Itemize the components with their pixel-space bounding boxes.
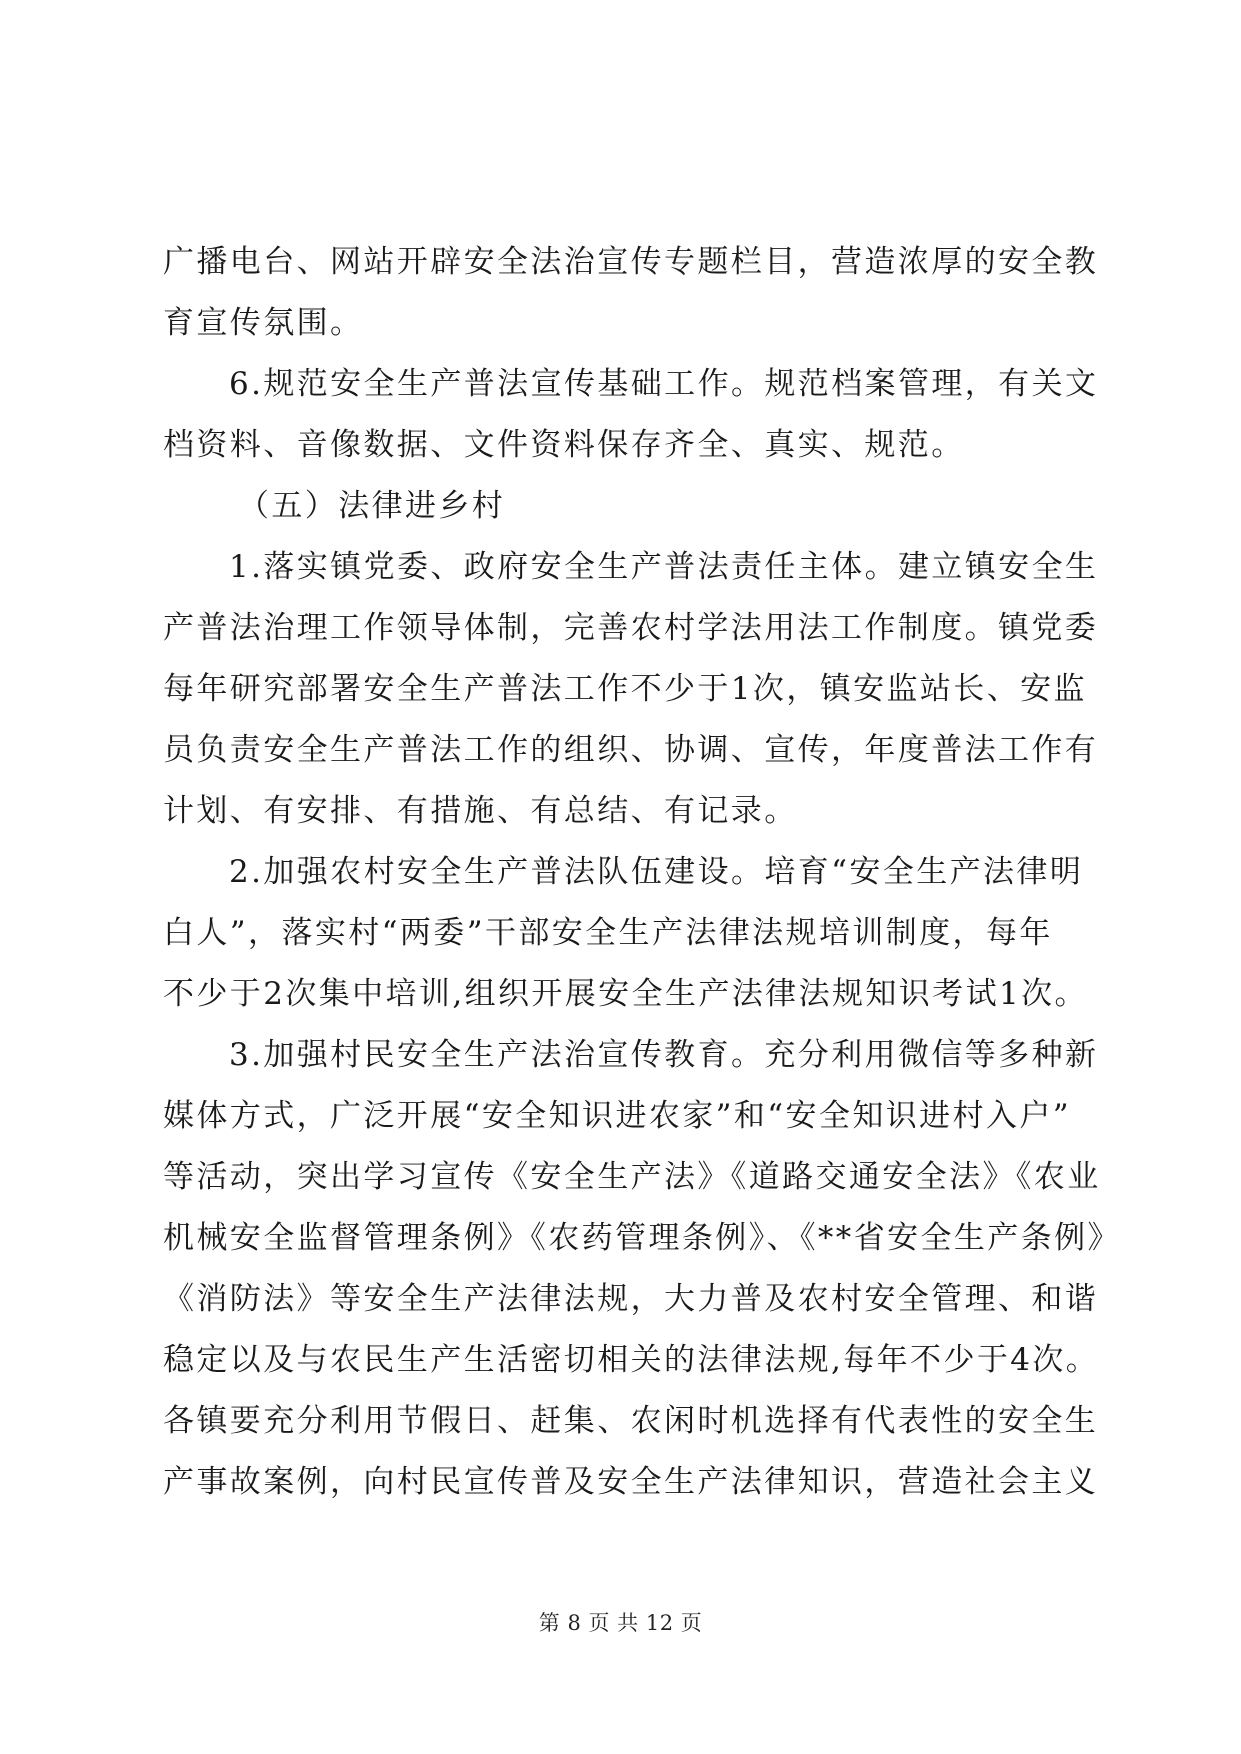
text-line: 广播电台、网站开辟安全法治宣传专题栏目，营造浓厚的安全教 xyxy=(163,244,1099,280)
text-line: 育宣传氛围。 xyxy=(163,305,364,341)
text-line: 产事故案例，向村民宣传普及安全生产法律知识，营造社会主义 xyxy=(163,1464,1099,1500)
text-line: 3.加强村民安全生产法治宣传教育。充分利用微信等多种新 xyxy=(229,1037,1099,1073)
text-line: 员负责安全生产普法工作的组织、协调、宣传，年度普法工作有 xyxy=(163,732,1099,768)
paragraph-item-6 xyxy=(163,354,1099,476)
section-heading xyxy=(163,476,1088,537)
text-line: 产普法治理工作领导体制，完善农村学法用法工作制度。镇党委 xyxy=(163,610,1099,646)
page-number-label: 第 8 页 共 12 页 xyxy=(538,1611,703,1635)
text-line: 稳定以及与农民生产生活密切相关的法律法规,每年不少于4次。 xyxy=(163,1342,1100,1378)
text-line: 6.规范安全生产普法宣传基础工作。规范档案管理，有关文 xyxy=(229,366,1099,402)
paragraph-item-3 xyxy=(163,1025,1121,1513)
text-line: 不少于2次集中培训,组织开展安全生产法律法规知识考试1次。 xyxy=(163,976,1088,1012)
text-line: 各镇要充分利用节假日、赶集、农闲时机选择有代表性的安全生 xyxy=(163,1403,1099,1439)
text-line: 计划、有安排、有措施、有总结、有记录。 xyxy=(163,793,798,829)
paragraph-item-1 xyxy=(163,537,1099,842)
text-line: 《消防法》等安全生产法律法规，大力普及农村安全管理、和谐 xyxy=(163,1281,1099,1317)
text-line: 白人”，落实村“两委”干部安全生产法律法规培训制度，每年 xyxy=(163,915,1053,951)
text-line: 每年研究部署安全生产普法工作不少于1次，镇安监站长、安监 xyxy=(163,671,1087,707)
text-line: 2.加强农村安全生产普法队伍建设。培育“安全生产法律明 xyxy=(229,854,1084,890)
heading-text: （五）法律进乡村 xyxy=(238,488,506,524)
text-line: 机械安全监督管理条例》《农药管理条例》、《**省安全生产条例》 xyxy=(163,1220,1121,1256)
paragraph-continuation xyxy=(163,232,1099,354)
paragraph-item-2 xyxy=(163,842,1088,1025)
text-line: 1.落实镇党委、政府安全生产普法责任主体。建立镇安全生 xyxy=(229,549,1099,585)
text-line: 档资料、音像数据、文件资料保存齐全、真实、规范。 xyxy=(163,427,965,463)
text-line: 等活动，突出学习宣传《安全生产法》《道路交通安全法》《农业 xyxy=(163,1159,1101,1195)
page-footer xyxy=(0,1608,1241,1638)
text-line: 媒体方式，广泛开展“安全知识进农家”和“安全知识进村入户” xyxy=(163,1098,1071,1134)
document-body xyxy=(163,232,1121,1513)
